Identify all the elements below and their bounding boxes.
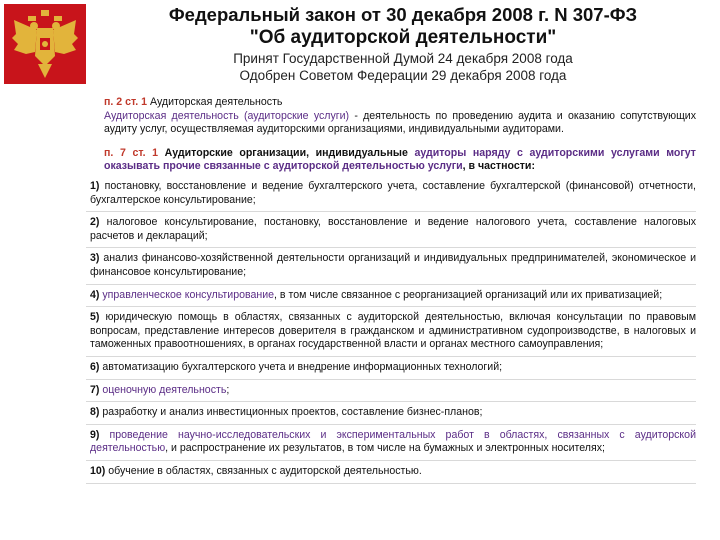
- list-item: [86, 406, 696, 425]
- article-ref: п. 2 ст. 1: [104, 96, 148, 108]
- item-text: налоговое консультирование, постановку, восстановление и ведение налогового учета, составление налоговых расчетов и деклараций;: [90, 216, 696, 242]
- intro-text: Аудиторские организации, индивидуальные: [164, 146, 415, 159]
- list-item: [86, 311, 696, 357]
- item-text: юридическую помощь в областях, связанных с аудиторской деятельностью, включая консультации по правовым вопросам, представление интересов доверителя в гражданском и административном судопроизводстве, в налоговых и таможенных правоотношениях, в органах государственной власти и органах местного самоуправления;: [90, 311, 696, 351]
- item-text: анализ финансово-хозяйственной деятельности организаций и индивидуальных предпринимателей, экономическое и финансовое консультирование;: [90, 252, 696, 278]
- paragraph-definition: [104, 96, 696, 137]
- item-text: разработку и анализ инвестиционных проектов, составление бизнес-планов;: [102, 406, 483, 419]
- item-number: 2): [90, 216, 100, 229]
- adoption-line: Принят Государственной Думой 24 декабря 2008 года: [233, 51, 573, 66]
- definition-term: Аудиторская деятельность (аудиторские услуги): [104, 109, 350, 122]
- document-header: [90, 4, 716, 84]
- item-number: 1): [90, 180, 100, 192]
- definitions-section: [86, 96, 696, 174]
- item-number: 9): [90, 428, 100, 441]
- item-highlight: проведение научно-исследовательских и экспериментальных работ в областях, связанных с аудиторской деятельностью: [90, 428, 696, 455]
- intro-highlight: аудиторы наряду с аудиторскими услугами могут оказывать прочие связанные с аудиторской деятельностью услуги: [104, 146, 696, 173]
- approval-line: Одобрен Советом Федерации 29 декабря 2008 года: [239, 68, 567, 83]
- item-number: 5): [90, 311, 100, 324]
- list-item: [86, 361, 696, 380]
- item-highlight: оценочную деятельность: [102, 383, 227, 396]
- list-item: [86, 384, 696, 403]
- article-ref: п. 7 ст. 1: [104, 146, 159, 159]
- item-text: , в том числе связанное с реорганизацией организаций или их приватизацией;: [274, 288, 663, 301]
- list-item: [86, 252, 696, 284]
- item-text: обучение в областях, связанных с аудиторской деятельностью.: [108, 464, 422, 477]
- law-name: "Об аудиторской деятельности": [249, 27, 557, 48]
- intro-text-end: , в частности:: [462, 160, 535, 173]
- item-number: 6): [90, 360, 100, 373]
- item-number: 4): [90, 288, 100, 301]
- item-highlight: управленческое консультирование: [102, 288, 275, 301]
- list-item: [86, 465, 696, 484]
- definition-text: - деятельность по проведению аудита и оказанию сопутствующих аудиту услуг, осуществляемая аудиторскими организациями, индивидуальными аудиторами.: [104, 109, 696, 136]
- list-item: [86, 180, 696, 212]
- item-text: автоматизацию бухгалтерского учета и внедрение информационных технологий;: [102, 360, 503, 373]
- item-number: 10): [90, 464, 106, 477]
- law-title: Федеральный закон от 30 декабря 2008 г. N 307-ФЗ: [168, 4, 638, 25]
- item-number: 3): [90, 252, 100, 265]
- services-list: [86, 180, 696, 488]
- item-number: 8): [90, 406, 100, 419]
- coat-of-arms-emblem: [4, 4, 86, 84]
- list-item: [86, 429, 696, 461]
- item-text: постановку, восстановление и ведение бухгалтерского учета, составление бухгалтерской (финансовой) отчетности, бухгалтерское консультирование;: [90, 180, 696, 206]
- coat-of-arms-icon: [4, 4, 86, 84]
- item-number: 7): [90, 383, 100, 396]
- item-text: ;: [226, 383, 230, 396]
- item-text: , и распространение их результатов, в том числе на бумажных и электронных носителях;: [165, 442, 605, 455]
- list-item: [86, 289, 696, 308]
- definition-heading: Аудиторская деятельность: [150, 96, 283, 108]
- list-item: [86, 216, 696, 248]
- paragraph-services-intro: [104, 147, 696, 174]
